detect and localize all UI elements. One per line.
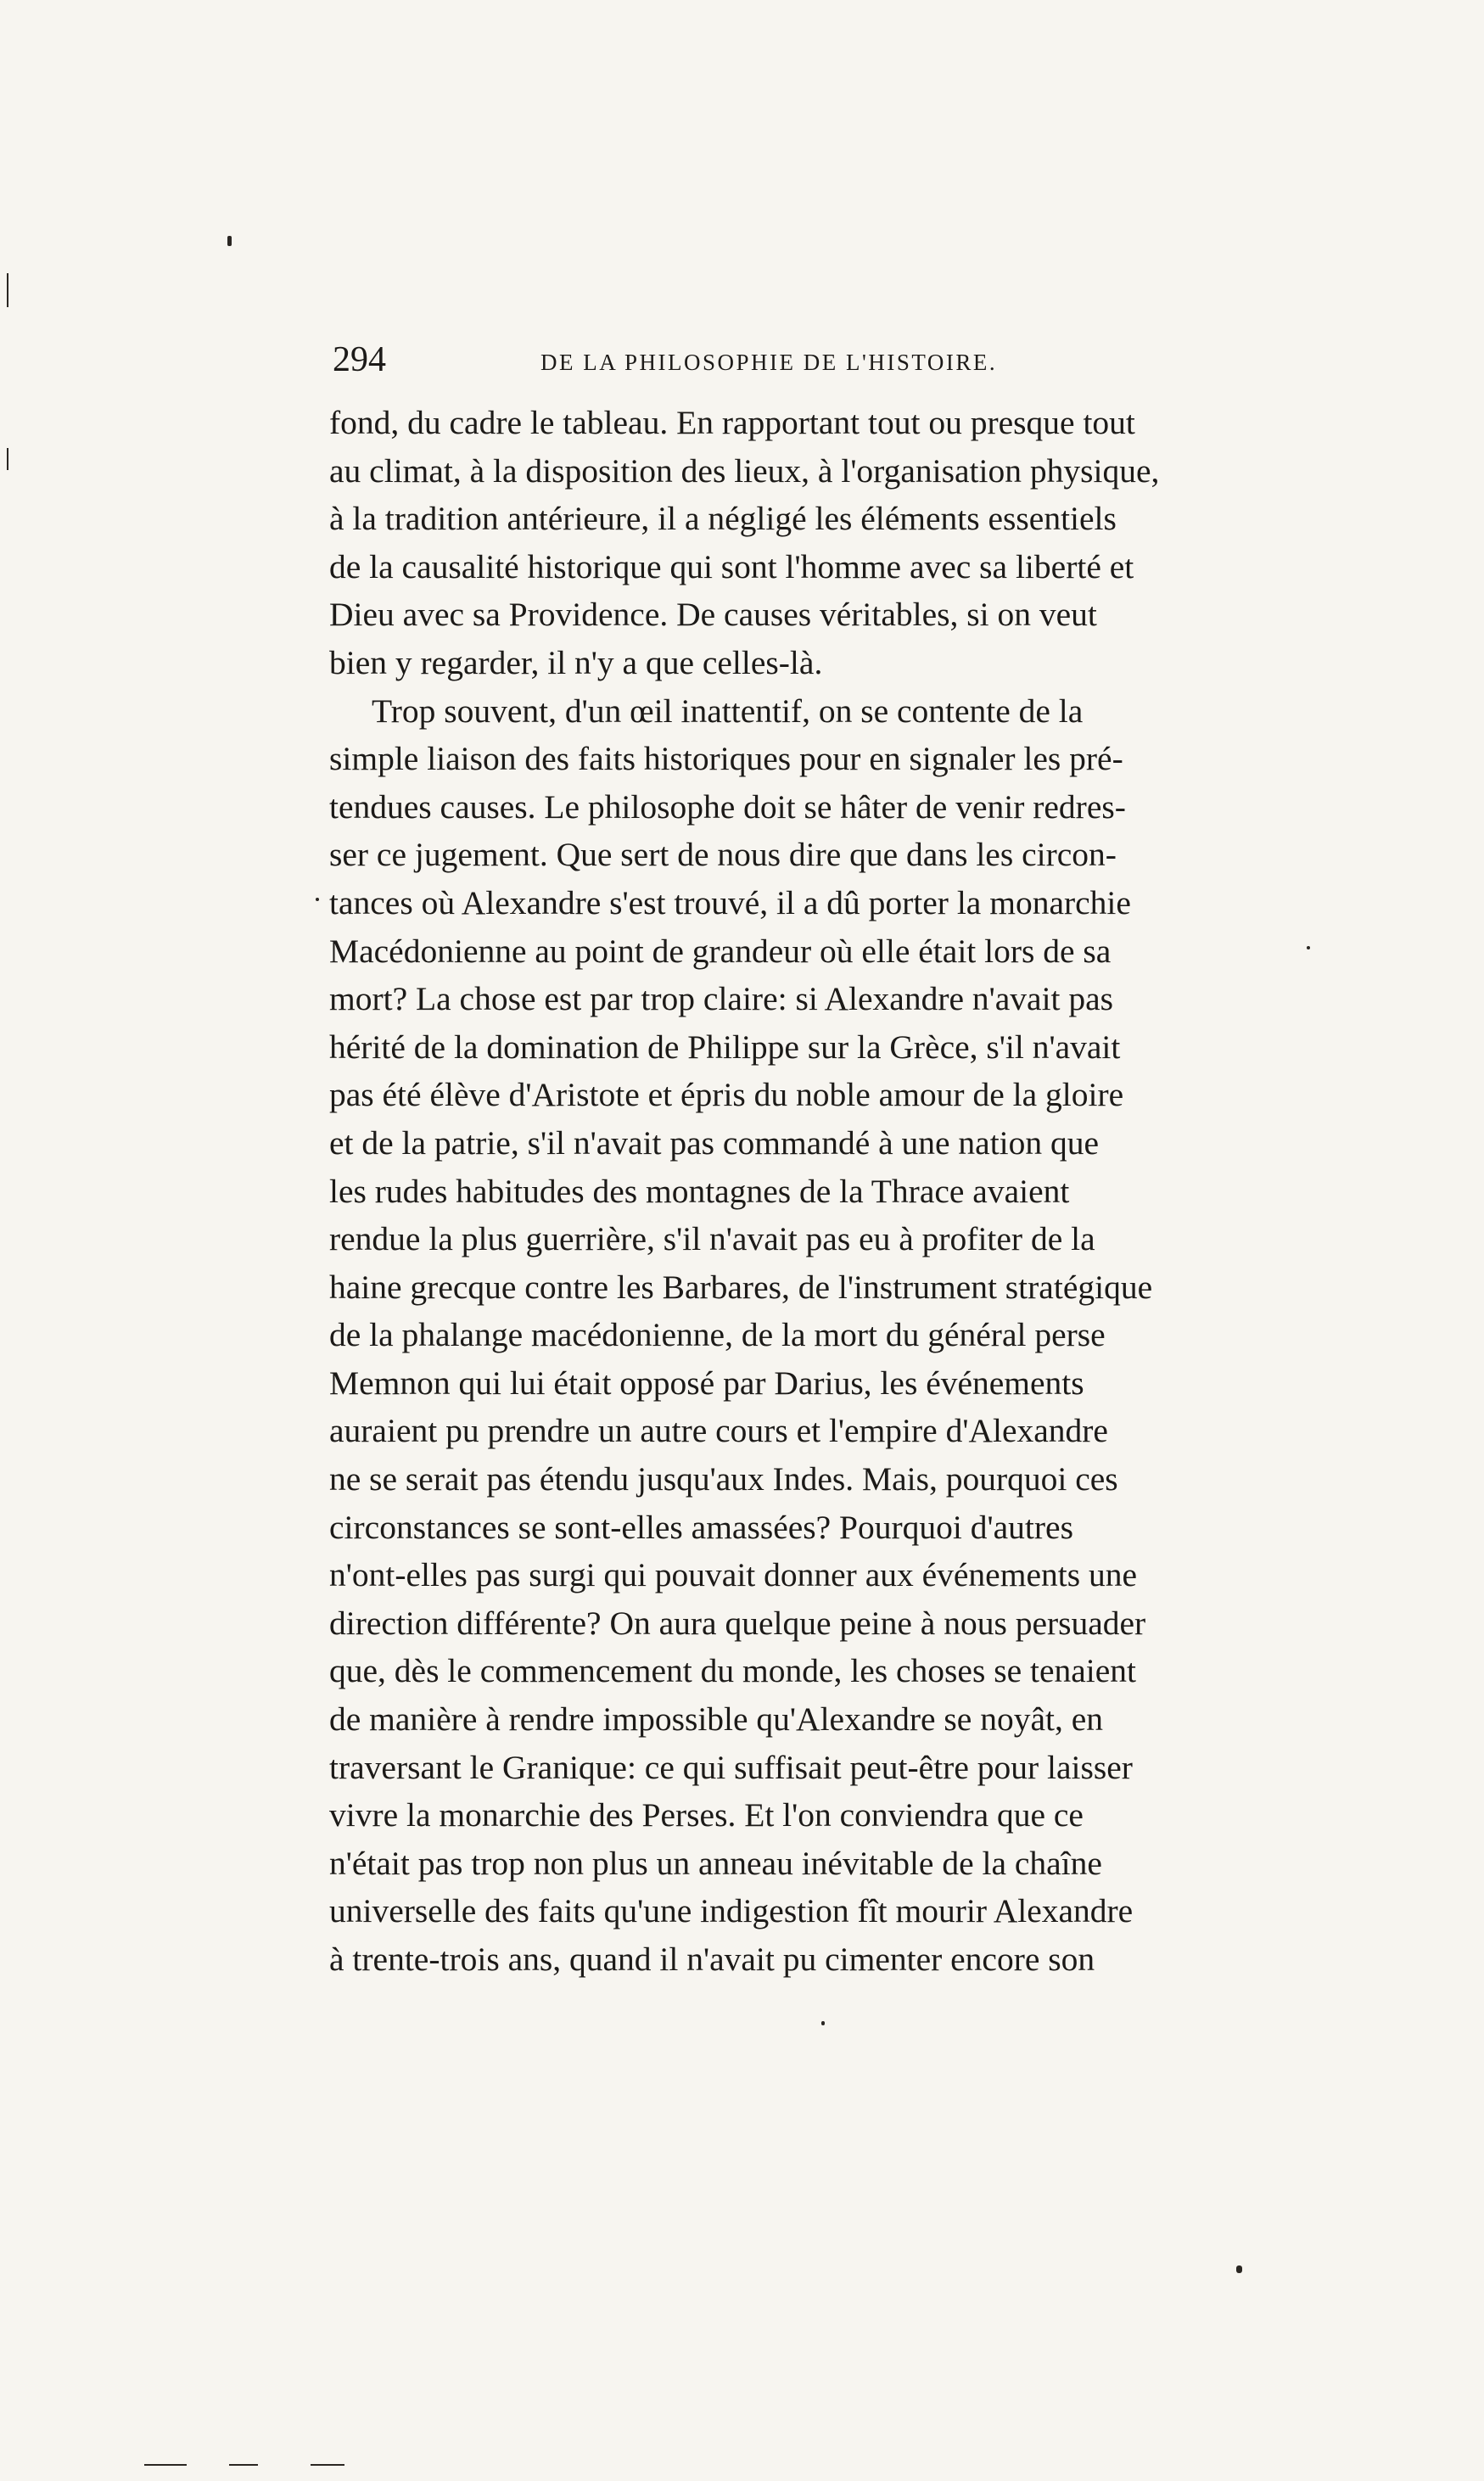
text-line: Memnon qui lui était opposé par Darius, les événements [329,1364,1084,1402]
text-line: au climat, à la disposition des lieux, à l'organisation physique, [329,451,1160,490]
text-line: à trente-trois ans, quand il n'avait pu cimenter encore son [329,1941,1095,1978]
body-text [329,399,1160,1984]
text-line: tances où Alexandre s'est trouvé, il a dû porter la monarchie [329,883,1131,921]
text-line: et de la patrie, s'il n'avait pas commandé à une nation que [329,1123,1100,1162]
text-line: auraient pu prendre un autre cours et l'empire d'Alexandre [329,1412,1108,1450]
text-line: les rudes habitudes des montagnes de la Thrace avaient [329,1172,1070,1210]
scan-edge-line [7,273,8,307]
text-line: Dieu avec sa Providence. De causes véritables, si on veut [329,596,1097,634]
scan-speck [1236,2265,1242,2273]
text-line: rendue la plus guerrière, s'il n'avait pas eu à profiter de la [329,1220,1095,1258]
text-line: Macédonienne au point de grandeur où elle était lors de sa [329,932,1112,970]
text-line: bien y regarder, il n'y a que celles-là. [329,643,823,681]
scan-edge-dash [311,2464,344,2466]
text-line: universelle des faits qu'une indigestion fît mourir Alexandre [329,1892,1134,1930]
paragraph-2 [329,687,1153,1984]
scan-speck [1307,946,1310,949]
text-line: que, dès le commencement du monde, les choses se tenaient [329,1652,1136,1690]
scan-edge-dash [144,2464,187,2466]
text-line: tendues causes. Le philosophe doit se hâter de venir redres- [329,787,1126,826]
paragraph-1 [329,399,1160,687]
text-line: fond, du cadre le tableau. En rapportant tout ou presque tout [329,404,1135,441]
scan-speck [821,2021,825,2025]
scan-speck [227,236,232,246]
text-line: n'ont-elles pas surgi qui pouvait donner aux événements une [329,1556,1137,1594]
text-line: pas été élève d'Aristote et épris du noble amour de la gloire [329,1076,1124,1114]
text-line: traversant le Granique: ce qui suffisait peut-être pour laisser [329,1748,1133,1786]
scan-edge-line [7,448,8,470]
text-line: Trop souvent, d'un œil inattentif, on se contente de la [372,692,1084,730]
page-header [333,336,1030,384]
text-line: de la causalité historique qui sont l'homme avec sa liberté et [329,547,1134,585]
text-line: ser ce jugement. Que sert de nous dire que dans les circon- [329,836,1117,874]
text-line: mort? La chose est par trop claire: si Alexandre n'avait pas [329,980,1114,1018]
text-line: vivre la monarchie des Perses. Et l'on conviendra que ce [329,1796,1084,1834]
text-line: à la tradition antérieure, il a négligé les éléments essentiels [329,500,1117,538]
page-number: 294 [333,340,386,379]
text-line: de manière à rendre impossible qu'Alexandre se noyât, en [329,1700,1103,1739]
text-line: de la phalange macédonienne, de la mort du général perse [329,1316,1106,1354]
scan-speck [316,898,319,901]
text-line: hérité de la domination de Philippe sur la Grèce, s'il n'avait [329,1028,1121,1066]
text-line: n'était pas trop non plus un anneau inévitable de la chaîne [329,1844,1102,1882]
scan-edge-dash [229,2464,258,2466]
text-line: haine grecque contre les Barbares, de l'instrument stratégique [329,1268,1153,1306]
text-line: direction différente? On aura quelque peine à nous persuader [329,1604,1146,1642]
text-line: circonstances se sont-elles amassées? Pourquoi d'autres [329,1508,1073,1546]
text-line: ne se serait pas étendu jusqu'aux Indes. Mais, pourquoi ces [329,1460,1118,1498]
text-line: simple liaison des faits historiques pour en signaler les pré- [329,740,1123,778]
running-title: DE LA PHILOSOPHIE DE L'HISTOIRE. [540,350,998,375]
